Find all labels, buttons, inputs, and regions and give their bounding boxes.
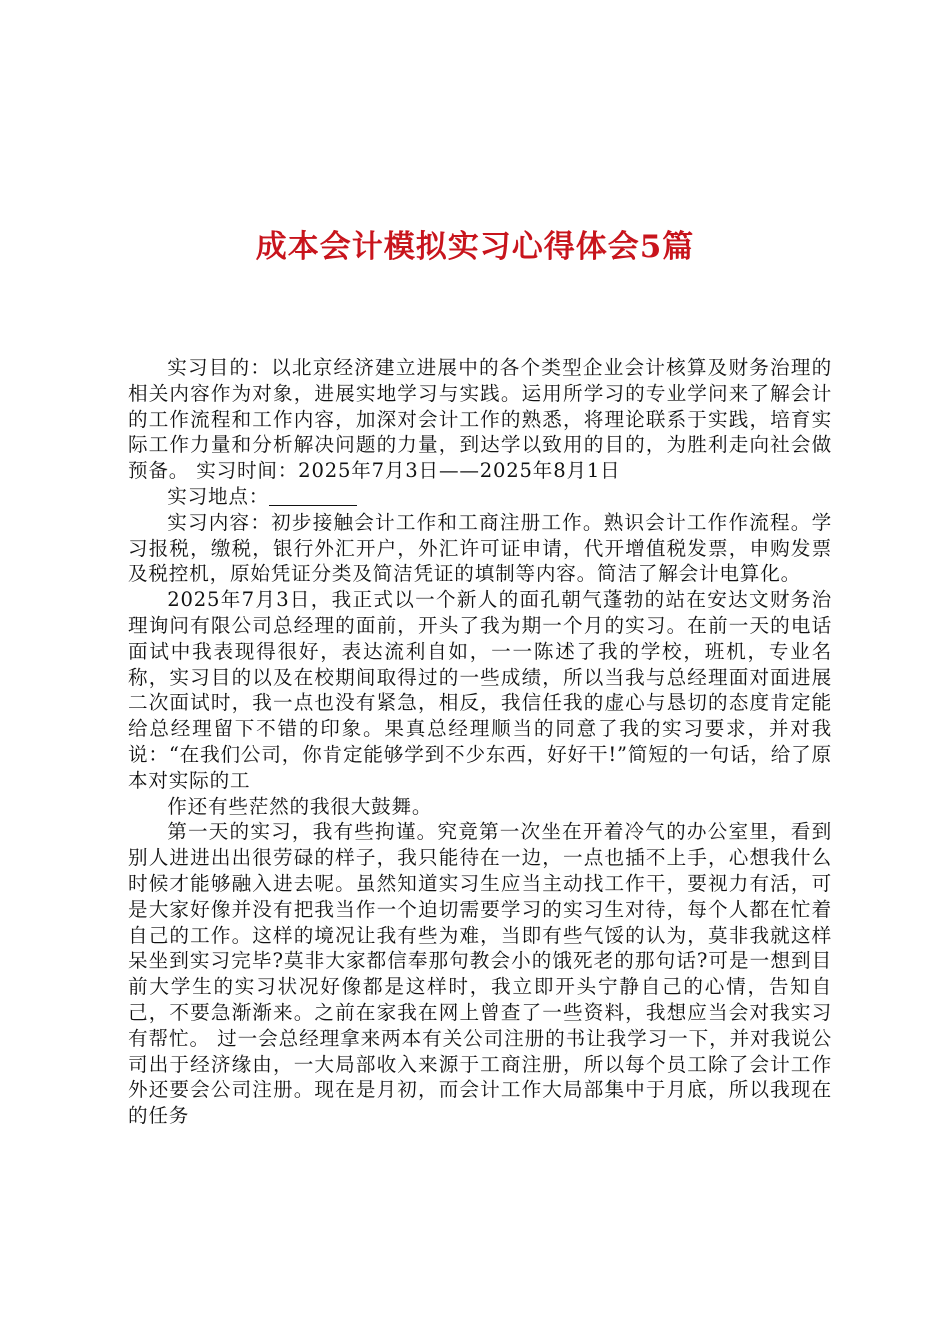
paragraph-encouragement: 作还有些茫然的我很大鼓舞。	[167, 794, 433, 818]
paragraph-first-day-experience: 第一天的实习，我有些拘谨。究竟第一次坐在开着冷气的办公室里，看到别人进进出出很劳碌的样子，我只能待在一边，一点也插不上手，心想我什么时候才能够融入进去呢。虽然知道实习生应当主动找工作干，要视力有活，可是大家好像并没有把我当作一个迫切需要学习的实习生对待，每个人都在忙着自己的工作。这样的境况让我有些为难，当即有些气馁的认为，莫非我就这样呆坐到实习完毕?莫非大家都信奉那句教会小的饿死老的那句话?可是一想到目前大学生的实习状况好像都是这样时，我立即开头宁静自己的心情，告知自己，不要急渐渐来。之前在家我在网上曾查了一些资料，我想应当会对我实习有帮忙。 过一会总经理拿来两本有关公司注册的书让我学习一下，并对我说公司出于经济缘由，一大局部收入来源于工商注册，所以每个员工除了会计工作外还要会公司注册。现在是月初，而会计工作大局部集中于月底，所以我现在的任务	[128, 820, 832, 1128]
document-title: 成本会计模拟实习心得体会5篇	[255, 228, 695, 265]
location-blank-line	[269, 485, 357, 506]
paragraph-purpose: 实习目的：以北京经济建立进展中的各个类型企业会计核算及财务治理的相关内容作为对象，进展实地学习与实践。运用所学习的专业学问来了解会计的工作流程和工作内容，加深对会计工作的熟悉，将理论联系于实践，培育实际工作力量和分析解决问题的力量，到达学以致用的目的，为胜利走向社会做预备。 实习时间：2025年7月3日——2025年8月1日	[128, 356, 832, 483]
paragraph-first-day-interview: 2025年7月3日，我正式以一个新人的面孔朝气蓬勃的站在安达文财务治理询问有限公司总经理的面前，开头了我为期一个月的实习。在前一天的电话面试中我表现得很好，表达流利自如，一一陈述了我的学校，班机，专业名称，实习目的以及在校期间取得过的一些成绩，所以当我与总经理面对面进展二次面试时，我一点也没有紧急，相反，我信任我的虚心与恳切的态度肯定能给总经理留下不错的印象。果真总经理顺当的同意了我的实习要求，并对我说：“在我们公司，你肯定能够学到不少东西，好好干!”简短的一句话，给了原本对实际的工	[128, 588, 832, 792]
location-label: 实习地点：	[167, 484, 270, 508]
paragraph-location	[128, 484, 832, 510]
document-body	[128, 355, 832, 1129]
paragraph-content: 实习内容：初步接触会计工作和工商注册工作。熟识会计工作作流程。学习报税，缴税，银行外汇开户，外汇许可证申请，代开增值税发票，申购发票及税控机，原始凭证分类及简洁凭证的填制等内容。简洁了解会计电算化。	[128, 510, 832, 586]
